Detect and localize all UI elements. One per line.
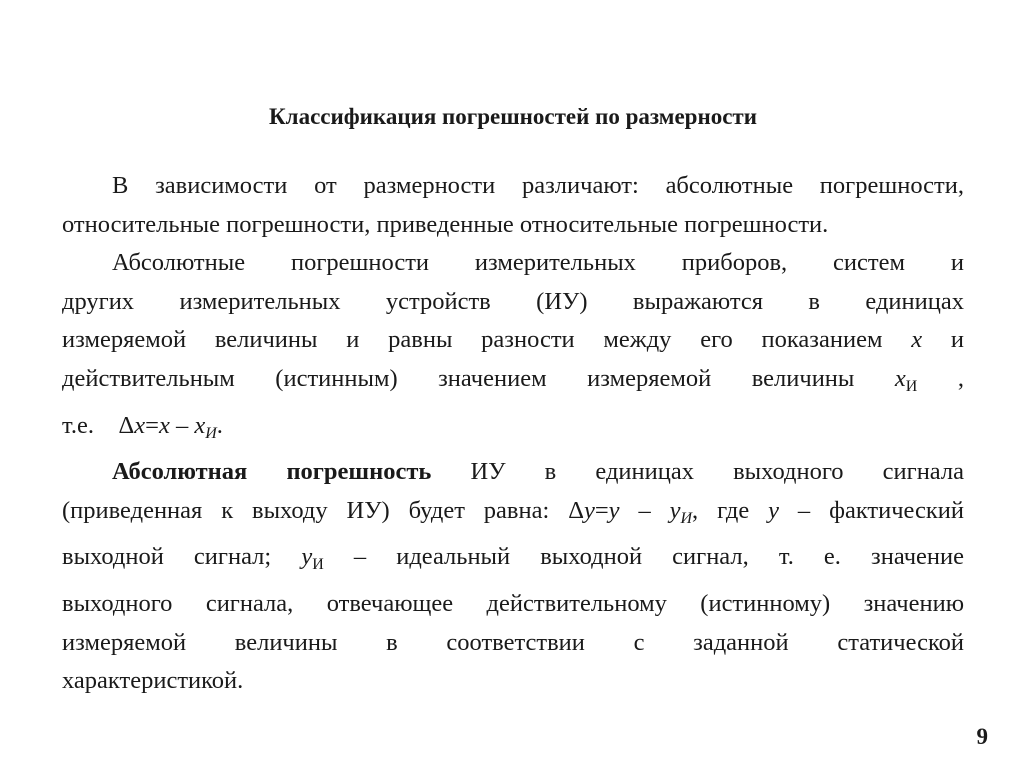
subscript: И <box>312 556 324 574</box>
paragraph-dimension-types <box>62 167 964 244</box>
variable-x: x <box>911 326 923 354</box>
subscript: И <box>680 509 693 527</box>
variable-x-true <box>894 364 918 395</box>
paragraph-line <box>62 453 964 492</box>
paragraph-line <box>62 360 964 407</box>
delta-symbol: Δ <box>118 411 135 439</box>
paragraph-line <box>62 321 964 360</box>
variable-x: x <box>158 411 170 439</box>
line-text: измеряемой величины и равны разности между его показанием <box>62 326 883 354</box>
line-text: ИУ в единицах выходного сигнала <box>470 458 964 486</box>
page-title: Классификация погрешностей по размерности <box>269 104 757 129</box>
paragraph-line: относительные погрешности, приведенные относительные погрешности. <box>62 210 829 238</box>
line-text: выходной сигнал; <box>62 543 272 571</box>
line-text: , <box>957 364 965 392</box>
line-text: – идеальный выходной сигнал, т. е. значение <box>353 543 965 571</box>
variable-x: x <box>134 411 146 439</box>
minus-sign: – <box>619 496 670 524</box>
formula-line <box>62 407 964 454</box>
equals-sign: = <box>594 496 609 524</box>
variable-x: x <box>894 364 906 392</box>
line-text: где <box>717 496 750 524</box>
variable-y: y <box>669 496 681 524</box>
page-number: 9 <box>976 724 988 749</box>
line-text: (приведенная к выходу ИУ) будет равна: <box>62 496 550 524</box>
line-text: и <box>950 326 965 354</box>
paragraph-line: других измерительных устройств (ИУ) выражаются в единицах <box>62 287 964 315</box>
subscript: И <box>905 377 918 395</box>
paragraph-line: измеряемой величины в соответствии с заданной статической <box>62 628 964 656</box>
line-text: . <box>216 411 223 439</box>
delta-symbol: Δ <box>568 496 584 524</box>
paragraph-output-error <box>62 453 964 701</box>
variable-y: y <box>608 496 620 524</box>
variable-x: x <box>194 411 206 439</box>
variable-y: y <box>301 543 313 571</box>
term-absolute-error: Абсолютная погрешность <box>112 458 432 486</box>
equals-sign: = <box>145 411 159 439</box>
paragraph-line: выходного сигнала, отвечающее действительному (истинному) значению <box>62 589 964 617</box>
line-text: т.е. <box>62 411 94 439</box>
variable-y: y <box>768 496 780 524</box>
paragraph-line: В зависимости от размерности различают: абсолютные погрешности, <box>112 172 964 199</box>
formula-line <box>62 492 964 539</box>
paragraph-absolute-error <box>62 244 964 453</box>
paragraph-line: характеристикой. <box>62 667 244 695</box>
line-text: , <box>692 496 699 524</box>
line-text: – фактический <box>797 496 965 524</box>
paragraph-line <box>62 538 964 585</box>
paragraph-line: Абсолютные погрешности измерительных приборов, систем и <box>112 249 964 277</box>
line-text: действительным (истинным) значением измеряемой величины <box>62 364 855 392</box>
slide-content <box>62 98 964 701</box>
minus-sign: – <box>169 411 195 439</box>
subscript: И <box>205 424 217 442</box>
variable-y-ideal <box>301 543 324 574</box>
variable-y: y <box>583 496 595 524</box>
